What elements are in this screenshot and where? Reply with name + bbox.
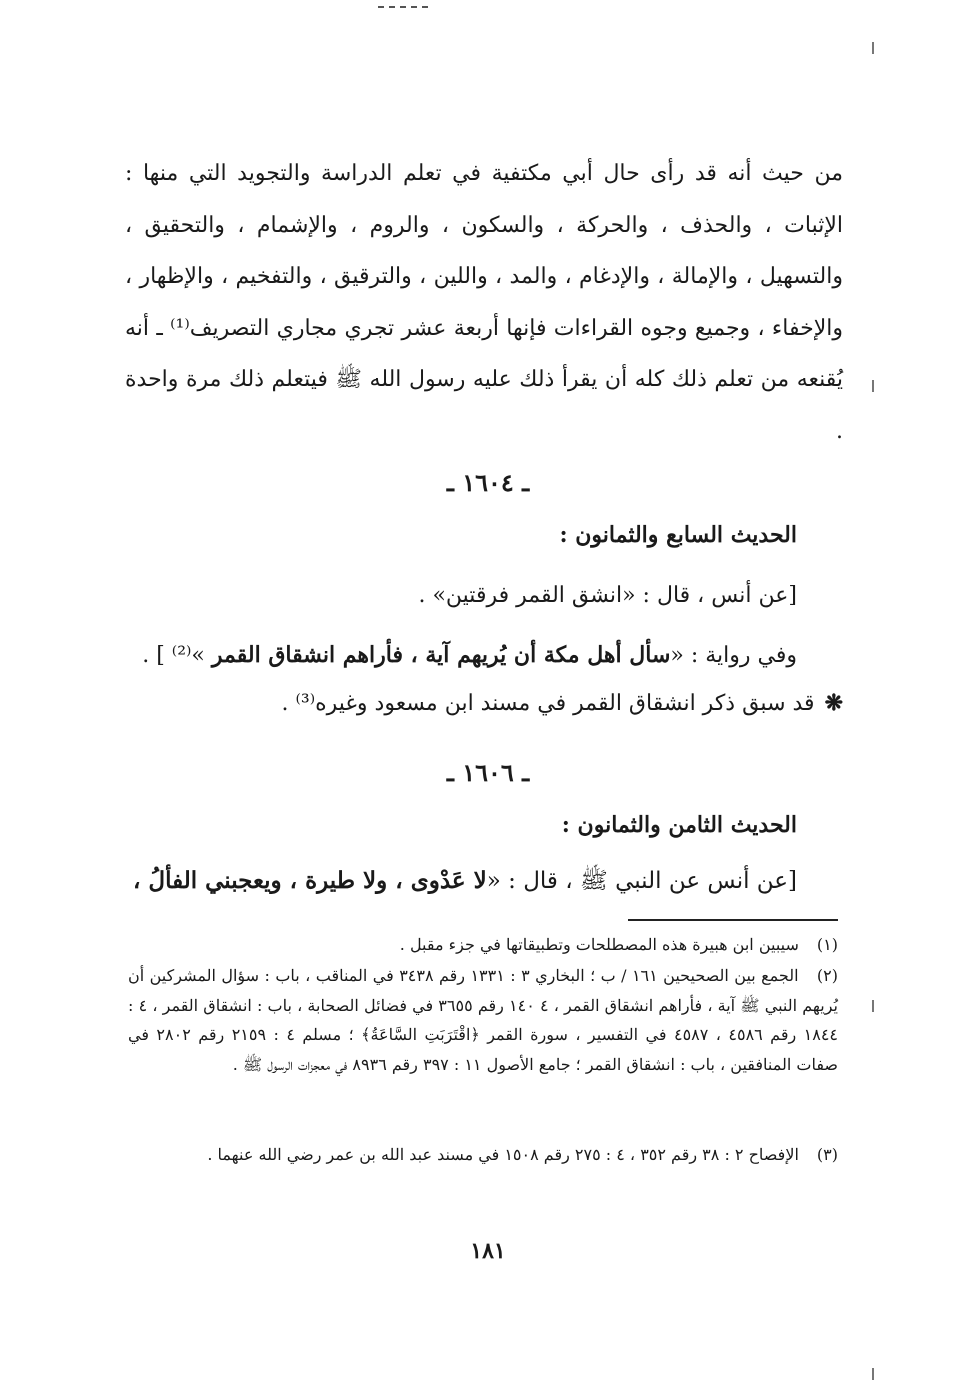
hadith-number-1604: ـ ١٦٠٤ ـ bbox=[446, 468, 530, 497]
footnote-label: (١) bbox=[816, 935, 838, 954]
margin-tick bbox=[872, 42, 874, 54]
hadith-text-line bbox=[125, 866, 797, 900]
footnote-text: الجمع بين الصحيحين ١٦١ / ب ؛ البخاري ٣ : ١٣٣١ رقم ٣٤٣٨ في المناقب ، باب : سؤال المشركين أن يُريهم النبي ﷺ آية ، فأراهم انشقاق القمر ، ٤ ١٤٠ رقم ٣٦٥٥ في فضائل الصحابة ، باب : انشقاق القمر ، ٤ : ١٨٤٤ رقم ٤٥٨٦ ، ٤٥٨٧ في التفسير ، سورة القمر ﴿اقْتَرَبَتِ السَّاعَةُ﴾ ؛ مسلم ٤ : ٢١٥٩ رقم ٢٨٠٢ في صفات المنافقين ، باب : انشقاق القمر ؛ جامع الأصول ١١ : ٣٩٧ رقم ٨٩٣٦ في معجزات الرسول ﷺ . bbox=[128, 966, 839, 1074]
variant-intro: وفي رواية : « bbox=[670, 643, 797, 668]
footnote-1 bbox=[128, 930, 838, 960]
cross-reference-note bbox=[125, 690, 843, 716]
hadith-text-line: [عن أنس ، قال : «انشق القمر فرقتين» . bbox=[418, 583, 797, 608]
footnote-3 bbox=[128, 1140, 838, 1170]
hadith-heading-87: الحديث السابع والثمانون : bbox=[559, 522, 797, 548]
hadith-intro: [عن أنس عن النبي ﷺ ، قال : « bbox=[486, 868, 797, 894]
hadith-heading-88: الحديث الثامن والثمانون : bbox=[561, 812, 797, 838]
variant-quote: سأل أهل مكة أن يُريهم آية ، فأراهم انشقاق القمر bbox=[211, 642, 671, 668]
footnote-text: الإفصاح ٢ : ٣٨ رقم ٣٥٢ ، ٤ : ٢٧٥ رقم ١٥٠٨ في مسند عبد الله بن عمر رضي الله عنهما . bbox=[207, 1145, 799, 1164]
hadith-variant-line bbox=[125, 642, 797, 668]
footnote-text: سيبين ابن هبيرة هذه المصطلحات وتطبيقاتها في جزء مقبل . bbox=[399, 935, 799, 954]
footnote-2 bbox=[128, 961, 838, 1079]
note-text: قد سبق ذكر انشقاق القمر في مسند ابن مسعود وغيره⁽³⁾ . bbox=[281, 691, 815, 716]
body-paragraph bbox=[125, 148, 843, 457]
star-icon: ❋ bbox=[824, 690, 843, 716]
page-number: ١٨١ bbox=[470, 1238, 506, 1264]
footnote-separator bbox=[628, 919, 838, 921]
footnote-label: (٢) bbox=[816, 966, 839, 985]
hadith-number-1606: ـ ١٦٠٦ ـ bbox=[446, 758, 530, 787]
hadith-quote: لا عَدْوى ، ولا طيرة ، ويعجبني الفألُ ، bbox=[132, 867, 487, 894]
footnote-label: (٣) bbox=[816, 1145, 838, 1164]
margin-tick bbox=[872, 1000, 874, 1012]
variant-end: »⁽²⁾ ] . bbox=[142, 643, 212, 668]
margin-tick bbox=[872, 1368, 874, 1380]
margin-tick bbox=[872, 380, 874, 392]
paragraph-text: من حيث أنه قد رأى حال أبي مكتفية في تعلم الدراسة والتجويد التي منها : الإثبات ، والحذف ، والحركة ، والسكون ، والروم ، والإشمام ، والتحقيق ، والتسهيل ، والإمالة ، والإدغام ، والمد ، واللين ، والترقيق ، والتفخيم ، والإظهار ، والإخفاء ، وجميع وجوه القراءات فإنها أربعة عشر تجري مجاري التصريف⁽¹⁾ ـ أنه يُقنعه من تعلم ذلك كله أن يقرأ ذلك عليه رسول الله ﷺ فيتعلم ذلك مرة واحدة . bbox=[125, 161, 843, 444]
scan-mark bbox=[378, 6, 428, 10]
